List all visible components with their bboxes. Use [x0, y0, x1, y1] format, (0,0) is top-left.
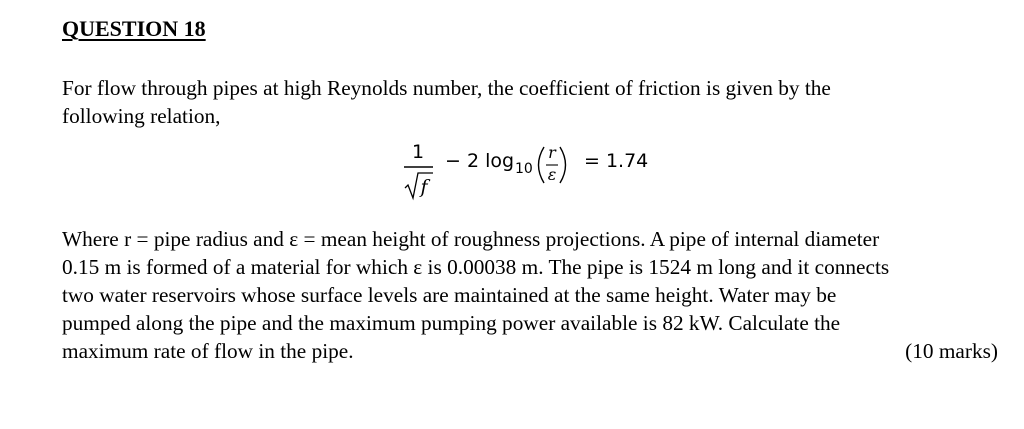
body-line-2: 0.15 m is formed of a material for which ε is 0.00038 m. The pipe is 1524 m long and it connects: [62, 255, 890, 279]
intro-line-1: For flow through pipes at high Reynolds number, the coefficient of friction is given by the: [62, 76, 831, 100]
equation-denominator-f: f: [420, 176, 428, 198]
right-paren: [560, 147, 566, 183]
equation-log-term: − 2 log: [445, 150, 515, 172]
equation-log-base: 10: [515, 161, 533, 177]
left-paren: [539, 147, 545, 183]
marks-label: (10 marks): [905, 339, 998, 363]
body-paragraph: [62, 225, 998, 365]
body-line-4: pumped along the pipe and the maximum pumping power available is 82 kW. Calculate the: [62, 311, 841, 335]
body-last-line: [62, 337, 998, 365]
equation-frac-bottom: ε: [547, 165, 557, 184]
body-line-3: two water reservoirs whose surface levels are maintained at the same height. Water may be: [62, 283, 837, 307]
body-line-1: Where r = pipe radius and ε = mean height of roughness projections. A pipe of internal diameter: [62, 227, 880, 251]
intro-line-2: following relation,: [62, 104, 221, 128]
question-heading: QUESTION 18: [62, 16, 206, 41]
equation-numerator: 1: [411, 141, 425, 163]
equation-graphic: [402, 138, 672, 204]
equation-frac-top: r: [548, 143, 556, 162]
sqrt-symbol: [405, 173, 433, 198]
friction-equation: [402, 138, 672, 204]
intro-paragraph: [62, 74, 831, 130]
equation-rhs: = 1.74: [584, 150, 649, 172]
body-line-5: maximum rate of flow in the pipe.: [62, 339, 354, 363]
